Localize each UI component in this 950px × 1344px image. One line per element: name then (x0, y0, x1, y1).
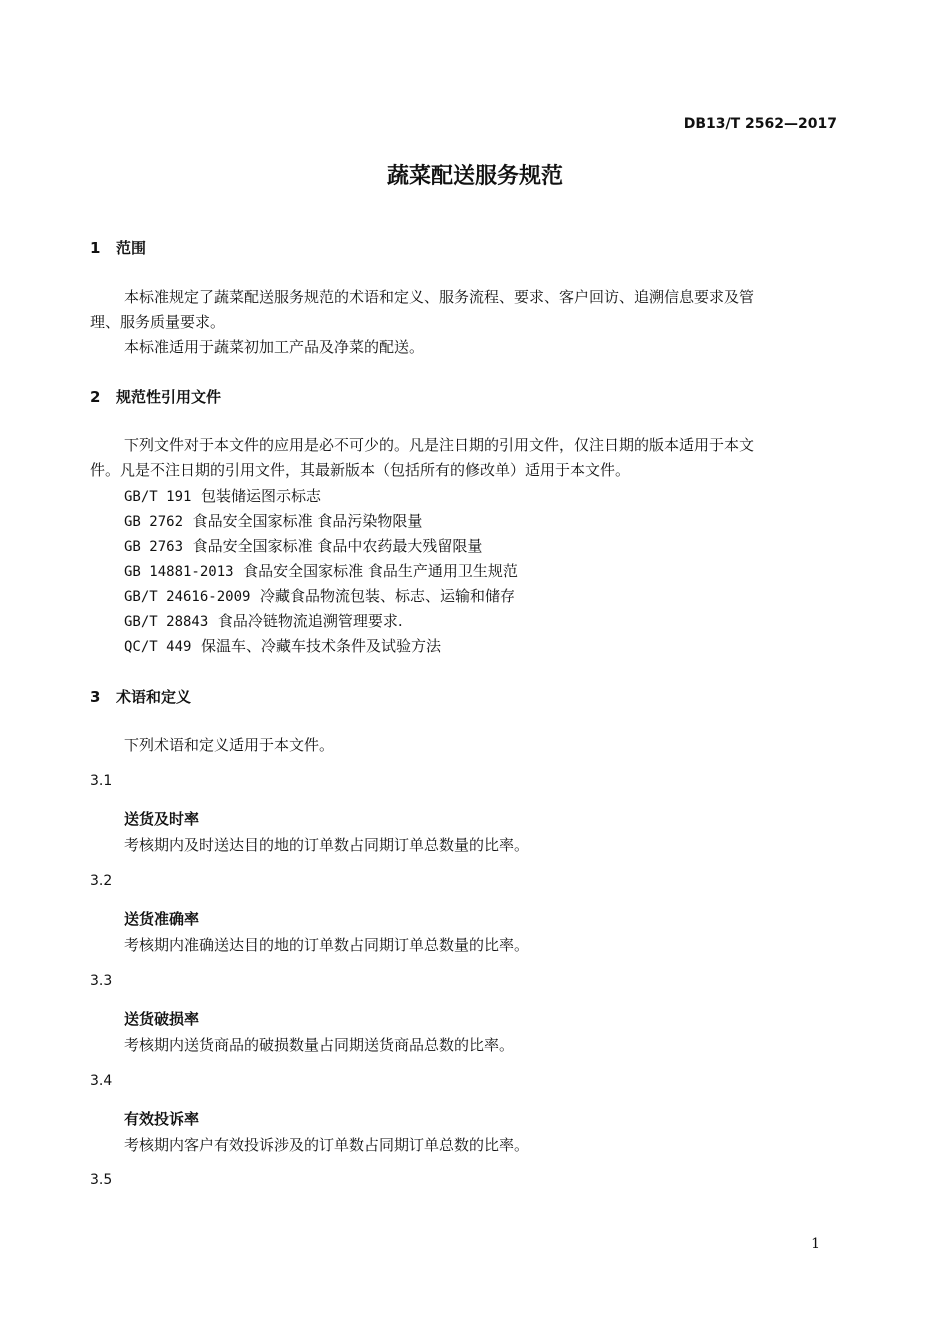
reference-item (124, 485, 321, 506)
term-name: 有效投诉率 (124, 1110, 200, 1128)
reference-code: GB 14881-2013 (124, 564, 234, 580)
reference-code: GB 2762 (124, 514, 184, 530)
term-name: 送货准确率 (124, 910, 200, 928)
term-definition: 考核期内送货商品的破损数量占同期送货商品总数的比率。 (124, 1036, 515, 1054)
term-number: 3.2 (90, 873, 113, 889)
term-name: 送货及时率 (124, 810, 200, 828)
term-definition: 考核期内准确送达目的地的订单数占同期订单总数量的比率。 (124, 936, 530, 954)
paragraph: 本标准适用于蔬菜初加工产品及净菜的配送。 (124, 338, 425, 356)
section-title: 术语和定义 (116, 688, 192, 706)
reference-code: GB/T 28843 (124, 614, 209, 630)
reference-item (124, 535, 482, 556)
section-2-heading (90, 386, 221, 407)
reference-item (124, 635, 441, 656)
term-number: 3.1 (90, 773, 113, 789)
reference-code: GB/T 24616-2009 (124, 589, 251, 605)
term-number: 3.5 (90, 1172, 113, 1188)
reference-item (124, 560, 518, 581)
section-number: 2 (90, 388, 101, 406)
section-1-heading (90, 237, 146, 258)
reference-item (124, 585, 515, 606)
paragraph-line: 下列文件对于本文件的应用是必不可少的。凡是注日期的引用文件，仅注日期的版本适用于本文 (124, 436, 755, 454)
term-name: 送货破损率 (124, 1010, 200, 1028)
reference-title: 冷藏食品物流包装、标志、运输和储存 (259, 587, 515, 605)
reference-title: 保温车、冷藏车技术条件及试验方法 (200, 637, 441, 655)
reference-code: GB/T 191 (124, 489, 192, 505)
section-number: 1 (90, 239, 101, 257)
reference-title: 食品冷链物流追溯管理要求. (217, 612, 403, 630)
page-number: 1 (811, 1236, 820, 1252)
reference-title: 食品安全国家标准 食品中农药最大残留限量 (192, 537, 483, 555)
term-definition: 考核期内及时送达目的地的订单数占同期订单总数量的比率。 (124, 836, 530, 854)
paragraph-line: 本标准规定了蔬菜配送服务规范的术语和定义、服务流程、要求、客户回访、追溯信息要求及管 (124, 288, 755, 306)
reference-item (124, 610, 403, 631)
paragraph: 下列术语和定义适用于本文件。 (124, 736, 335, 754)
section-number: 3 (90, 688, 101, 706)
document-id: DB13/T 2562—2017 (683, 116, 837, 132)
reference-code: GB 2763 (124, 539, 184, 555)
term-number: 3.3 (90, 973, 113, 989)
term-number: 3.4 (90, 1073, 113, 1089)
reference-title: 食品安全国家标准 食品污染物限量 (192, 512, 423, 530)
reference-title: 包装储运图示标志 (200, 487, 321, 505)
document-title: 蔬菜配送服务规范 (386, 164, 563, 189)
paragraph-line: 件。凡是不注日期的引用文件，其最新版本（包括所有的修改单）适用于本文件。 (90, 461, 631, 479)
section-3-heading (90, 686, 191, 707)
reference-title: 食品安全国家标准 食品生产通用卫生规范 (243, 562, 518, 580)
reference-item (124, 510, 422, 531)
section-title: 规范性引用文件 (116, 388, 222, 406)
section-title: 范围 (116, 239, 147, 257)
term-definition: 考核期内客户有效投诉涉及的订单数占同期订单总数的比率。 (124, 1136, 530, 1154)
reference-code: QC/T 449 (124, 639, 192, 655)
paragraph-line: 理、服务质量要求。 (90, 313, 226, 331)
